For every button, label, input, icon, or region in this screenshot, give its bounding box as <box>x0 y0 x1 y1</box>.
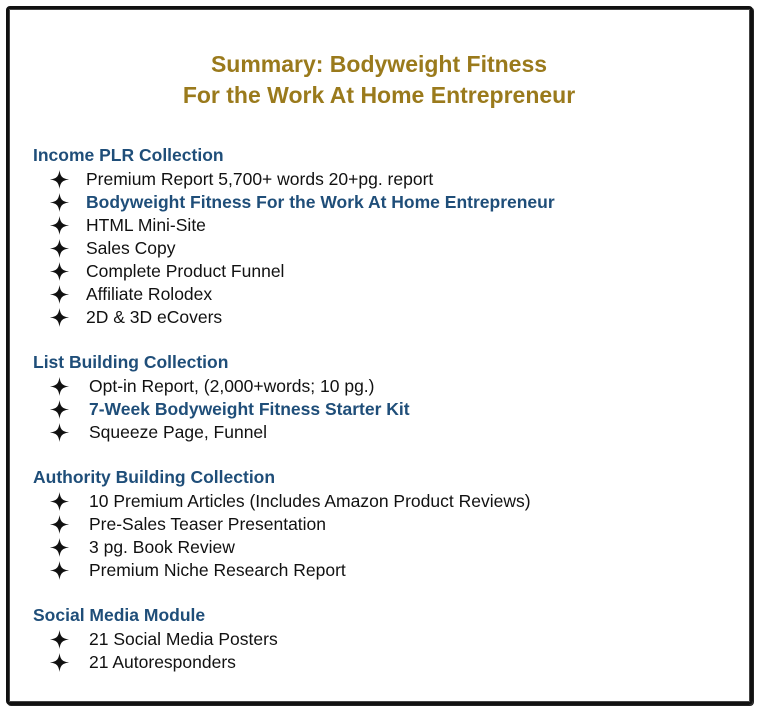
list-item: Premium Report 5,700+ words 20+pg. report <box>50 168 433 190</box>
list-item: Pre-Sales Teaser Presentation <box>50 513 326 535</box>
section-heading-income-plr: Income PLR Collection <box>33 145 224 165</box>
four-point-star-icon <box>50 216 69 235</box>
list-item: HTML Mini-Site <box>50 214 206 236</box>
four-point-star-icon <box>50 170 69 189</box>
four-point-star-icon <box>50 423 69 442</box>
four-point-star-icon <box>50 377 69 396</box>
section-heading-authority-building: Authority Building Collection <box>33 467 276 487</box>
four-point-star-icon <box>50 239 69 258</box>
page-title-line-2: For the Work At Home Entrepreneur <box>182 82 576 108</box>
four-point-star-icon <box>50 630 69 649</box>
four-point-star-icon <box>50 561 69 580</box>
four-point-star-icon <box>50 538 69 557</box>
page-title-line-1: Summary: Bodyweight Fitness <box>210 51 548 77</box>
list-item: 3 pg. Book Review <box>50 536 235 558</box>
list-item: 2D & 3D eCovers <box>50 306 222 328</box>
list-item: 21 Autoresponders <box>50 651 236 673</box>
four-point-star-icon <box>50 285 69 304</box>
four-point-star-icon <box>50 193 69 212</box>
section-heading-list-building: List Building Collection <box>33 352 229 372</box>
list-item: Squeeze Page, Funnel <box>50 421 267 443</box>
four-point-star-icon <box>50 400 69 419</box>
four-point-star-icon <box>50 308 69 327</box>
four-point-star-icon <box>50 492 69 511</box>
section-heading-social-media: Social Media Module <box>33 605 206 625</box>
list-item: Opt-in Report, (2,000+words; 10 pg.) <box>50 375 375 397</box>
list-item: Complete Product Funnel <box>50 260 284 282</box>
list-item: 10 Premium Articles (Includes Amazon Product Reviews) <box>50 490 531 512</box>
list-item: Affiliate Rolodex <box>50 283 212 305</box>
four-point-star-icon <box>50 262 69 281</box>
four-point-star-icon <box>50 653 69 672</box>
list-item: 7-Week Bodyweight Fitness Starter Kit <box>50 398 410 420</box>
four-point-star-icon <box>50 515 69 534</box>
list-item: Premium Niche Research Report <box>50 559 346 581</box>
list-item: Sales Copy <box>50 237 176 259</box>
list-item: Bodyweight Fitness For the Work At Home Entrepreneur <box>50 191 555 213</box>
list-item: 21 Social Media Posters <box>50 628 278 650</box>
